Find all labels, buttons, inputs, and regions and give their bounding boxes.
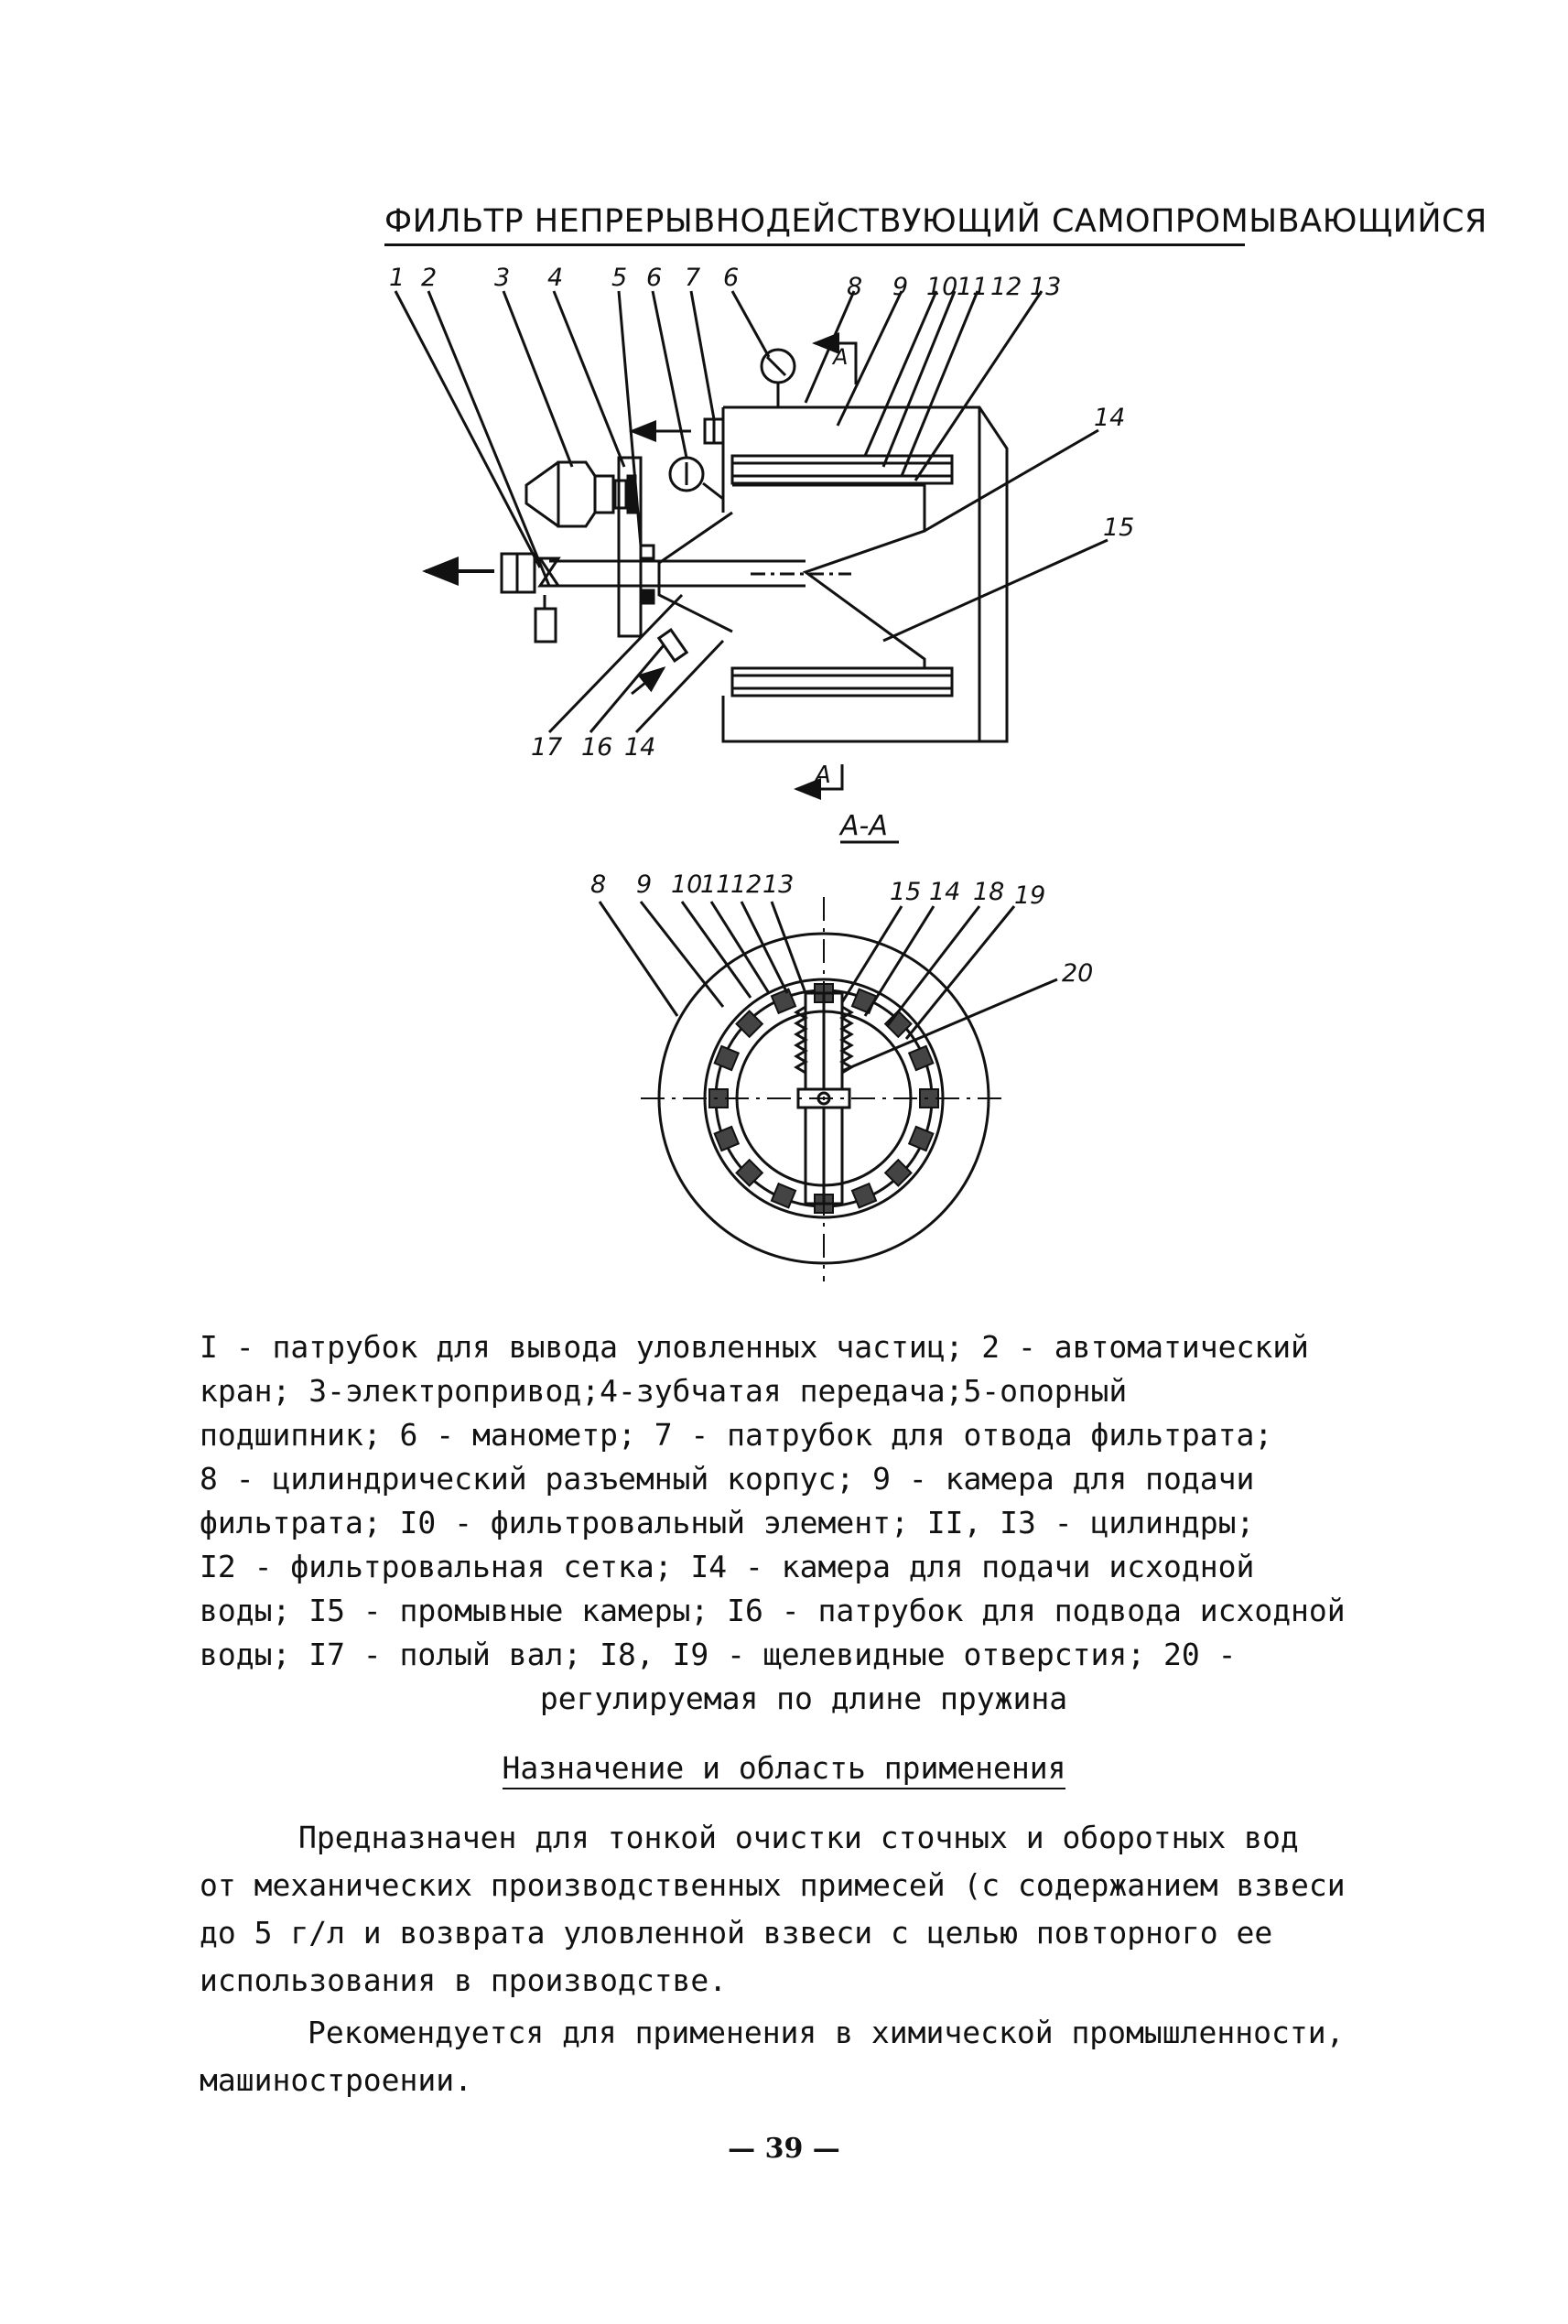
label-7: 7 <box>685 264 701 292</box>
label-17: 17 <box>531 733 563 762</box>
paragraph-line: использования в производстве. <box>200 1962 728 1998</box>
section-label-8: 8 <box>590 870 607 899</box>
section-label-14: 14 <box>929 878 961 906</box>
recommendation-paragraph <box>200 2009 1390 2104</box>
section-label-15: 15 <box>890 878 922 906</box>
label-11: 11 <box>957 273 989 301</box>
section-label-18: 18 <box>973 878 1005 906</box>
label-3: 3 <box>494 264 511 292</box>
label-8: 8 <box>847 273 863 301</box>
page-number: — 39 — <box>728 2133 840 2165</box>
label-14b: 14 <box>624 733 656 762</box>
document-title: ФИЛЬТР НЕПРЕРЫВНОДЕЙСТВУЮЩИЙ САМОПРОМЫВАЮЩИЙСЯ <box>384 203 1245 246</box>
legend-line: 8 - цилиндрический разъемный корпус; 9 - камера для подачи <box>200 1461 1255 1497</box>
motor <box>558 462 595 526</box>
bottom-filter-ring <box>732 668 952 696</box>
label-6: 6 <box>646 264 663 292</box>
legend-line: кран; 3-электропривод;4-зубчатая передача;5-опорный <box>200 1373 1128 1409</box>
section-label-20: 20 <box>1062 959 1094 988</box>
purpose-paragraph <box>200 1814 1390 2005</box>
label-14: 14 <box>1094 404 1126 432</box>
legend-line: I - патрубок для вывода уловленных частиц; 2 - автоматический <box>200 1329 1309 1365</box>
top-filter-ring <box>732 456 952 483</box>
label-4: 4 <box>547 264 564 292</box>
side-view <box>395 291 1108 842</box>
legend-line: фильтрата; I0 - фильтровальный элемент; II, I3 - цилиндры; <box>200 1505 1255 1540</box>
legend-line: воды; I7 - полый вал; I8, I9 - щелевидные отверстия; 20 - <box>200 1637 1237 1672</box>
paragraph-line: машиностроении. <box>200 2062 473 2098</box>
section-label-12: 12 <box>730 870 762 899</box>
label-13: 13 <box>1030 273 1062 301</box>
legend <box>200 1325 1408 1721</box>
paragraph-line: от механических производственных примесей (с содержанием взвеси <box>200 1867 1346 1903</box>
wash-chamber <box>732 485 925 668</box>
label-5: 5 <box>611 264 628 292</box>
paragraph-line: Предназначен для тонкой очистки сточных и оборотных вод <box>298 1820 1299 1855</box>
label-9: 9 <box>892 273 909 301</box>
section-label-10: 10 <box>671 870 703 899</box>
label-12: 12 <box>990 273 1022 301</box>
valve-weight <box>535 609 556 642</box>
section-label-19: 19 <box>1014 881 1046 910</box>
section-mark-bottom: A <box>815 762 831 789</box>
label-16: 16 <box>581 733 613 762</box>
label-15: 15 <box>1103 513 1135 542</box>
legend-line: I2 - фильтровальная сетка; I4 - камера для подачи исходной <box>200 1549 1255 1584</box>
housing-outline <box>723 407 1007 741</box>
paragraph-line: Рекомендуется для применения в химической промышленности, <box>308 2015 1345 2050</box>
paragraph-line: до 5 г/л и возврата уловленной взвеси с целью повторного ее <box>200 1915 1273 1951</box>
section-mark-top: A <box>833 344 849 370</box>
section-heading: Назначение и область применения <box>0 1750 1568 1786</box>
legend-line: регулируемая по длине пружина <box>539 1681 1068 1716</box>
label-1: 1 <box>389 264 406 292</box>
legend-line: воды; I5 - промывные камеры; I6 - патрубок для подвода исходной <box>200 1593 1346 1628</box>
label-10: 10 <box>926 273 958 301</box>
section-label-11: 11 <box>700 870 732 899</box>
section-view-labels <box>590 870 1093 988</box>
section-label-13: 13 <box>762 870 795 899</box>
label-6b: 6 <box>723 264 740 292</box>
section-view <box>600 897 1057 1281</box>
section-title: A-A <box>840 810 888 842</box>
label-2: 2 <box>421 264 438 292</box>
legend-line: подшипник; 6 - манометр; 7 - патрубок для отвода фильтрата; <box>200 1417 1273 1453</box>
section-label-9: 9 <box>636 870 653 899</box>
